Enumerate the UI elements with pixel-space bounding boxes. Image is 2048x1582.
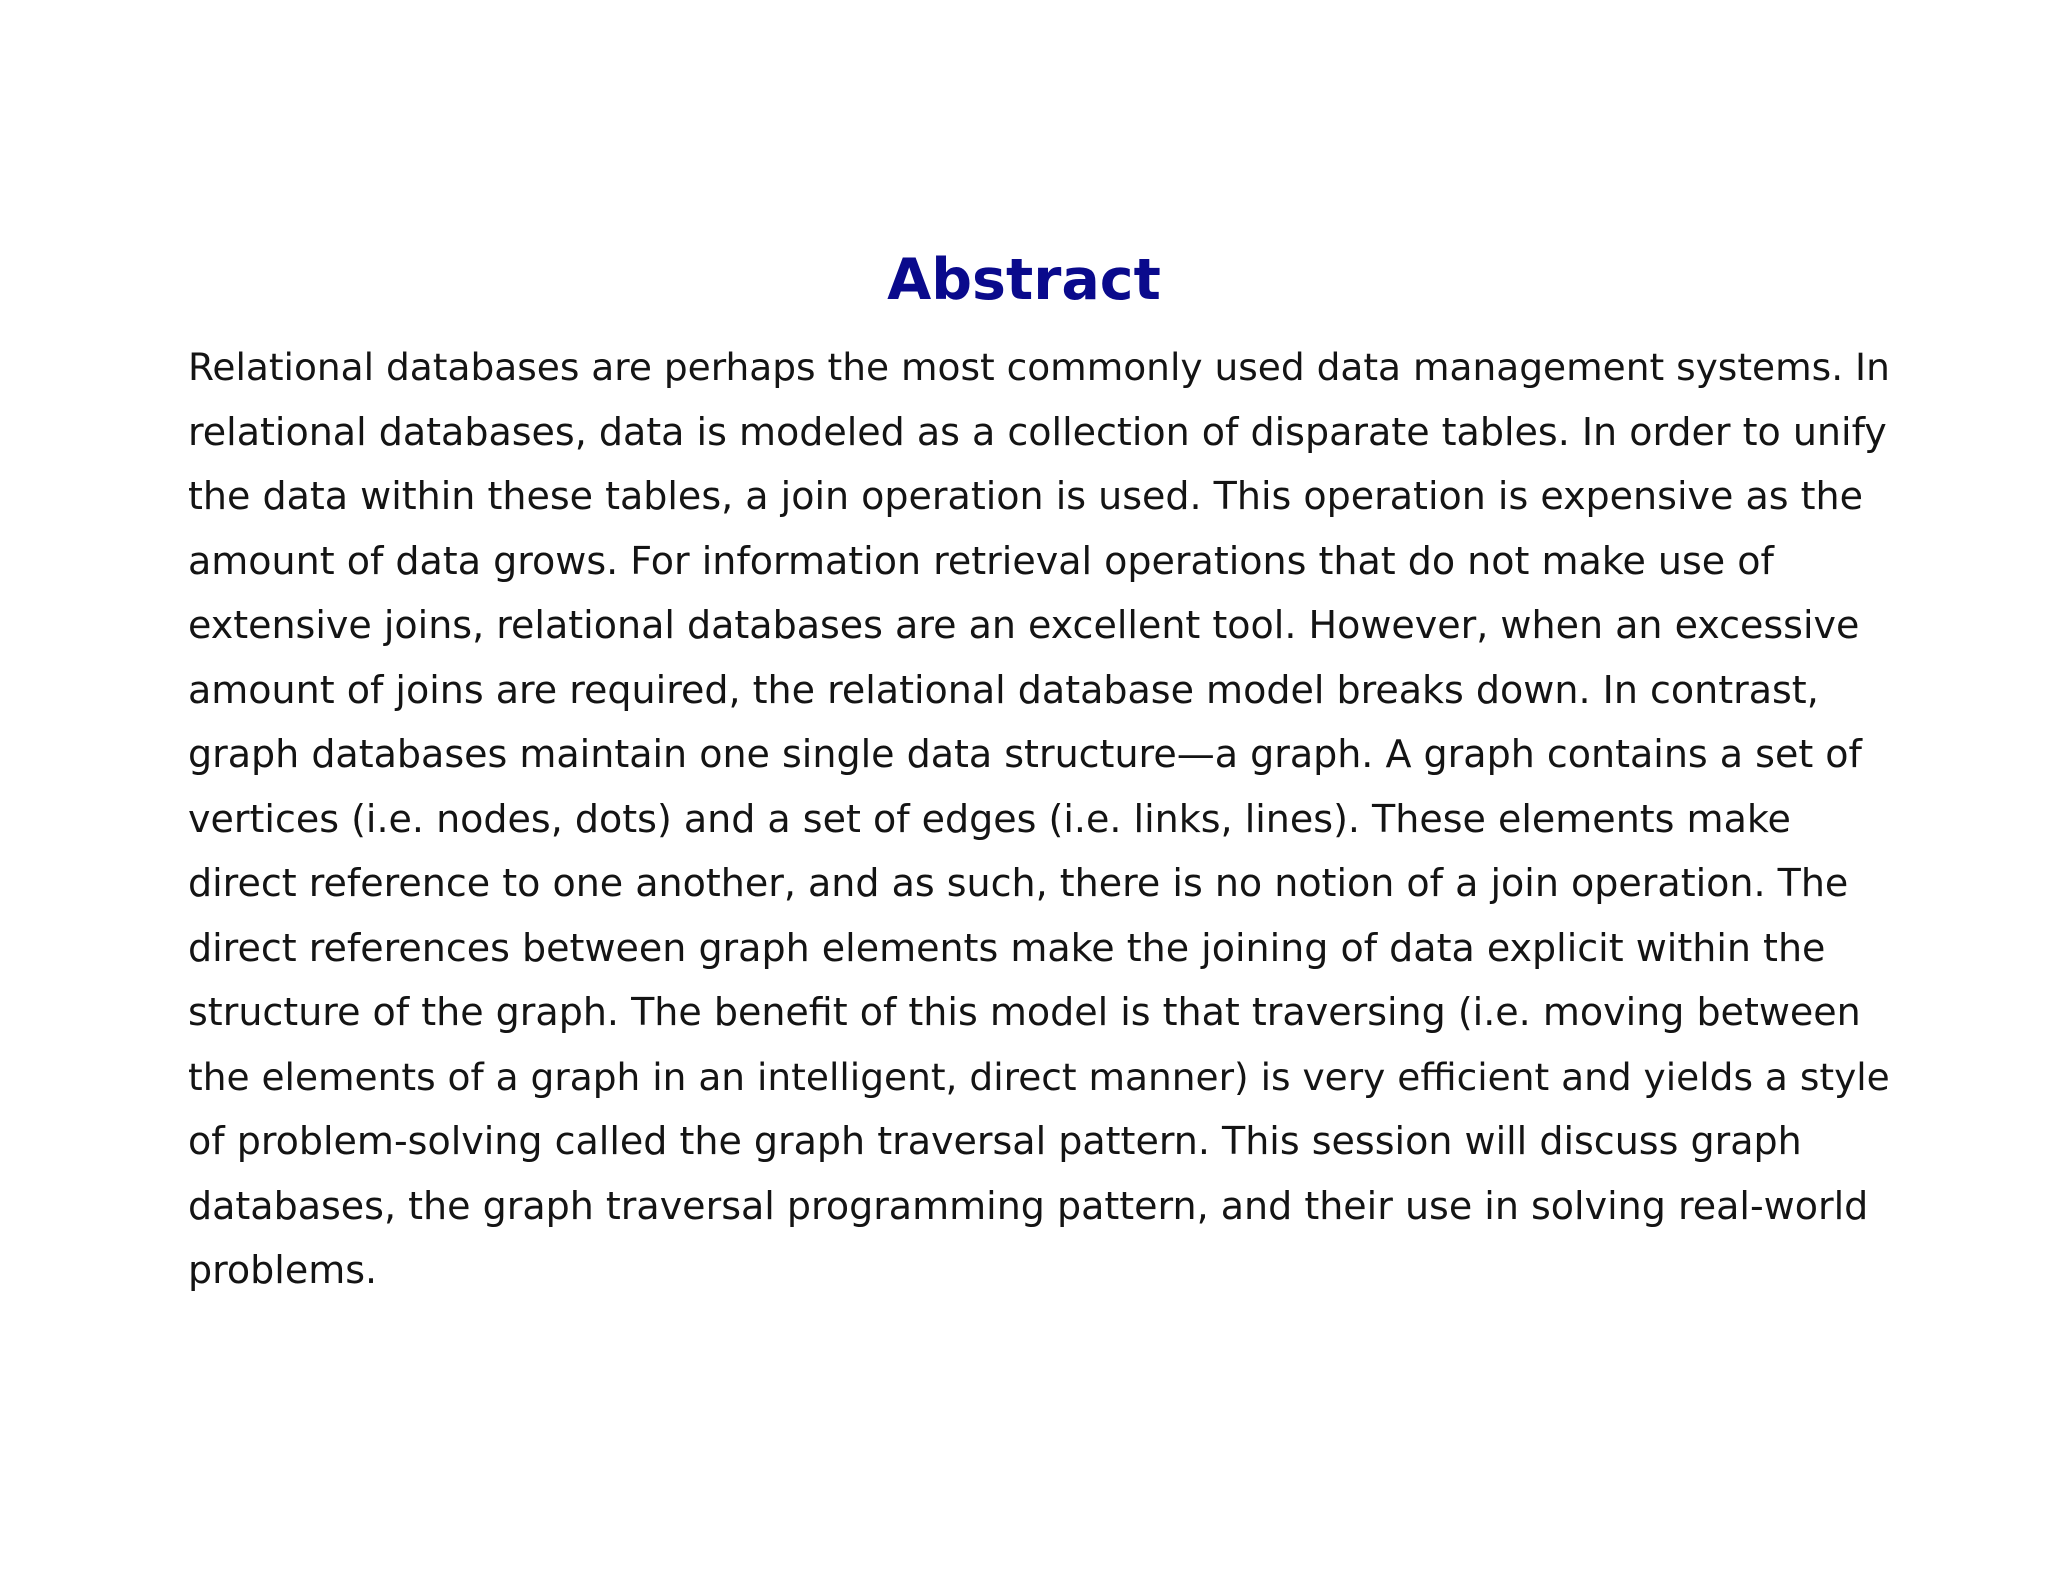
- abstract-line: amount of joins are required, the relational database model breaks down. In contrast,: [188, 667, 1819, 712]
- abstract-line: direct reference to one another, and as such, there is no notion of a join operation. The: [188, 861, 1849, 905]
- abstract-line: databases, the graph traversal programming pattern, and their use in solving real-world: [188, 1183, 1869, 1228]
- abstract-line: Relational databases are perhaps the most commonly used data management systems. In: [188, 345, 1890, 389]
- abstract-line: amount of data grows. For information retrieval operations that do not make use of: [188, 538, 1774, 583]
- abstract-line: direct references between graph elements make the joining of data explicit within the: [188, 925, 1826, 970]
- abstract-line: relational databases, data is modeled as a collection of disparate tables. In order to unify: [188, 409, 1887, 454]
- abstract-heading: Abstract: [887, 247, 1161, 313]
- abstract-line: extensive joins, relational databases are an excellent tool. However, when an excessive: [188, 603, 1860, 647]
- abstract-line: of problem-solving called the graph traversal pattern. This session will discuss graph: [188, 1119, 1802, 1163]
- abstract-line: graph databases maintain one single data structure—a graph. A graph contains a set of: [188, 732, 1862, 776]
- abstract-line: structure of the graph. The benefit of this model is that traversing (i.e. moving between: [188, 990, 1861, 1034]
- abstract-body: [188, 335, 1898, 1303]
- abstract-line: vertices (i.e. nodes, dots) and a set of edges (i.e. links, lines). These elements make: [188, 796, 1791, 841]
- abstract-line: the data within these tables, a join operation is used. This operation is expensive as the: [188, 474, 1863, 518]
- abstract-line: problems.: [188, 1248, 378, 1292]
- abstract-line: the elements of a graph in an intelligent, direct manner) is very efficient and yields a style: [188, 1054, 1890, 1099]
